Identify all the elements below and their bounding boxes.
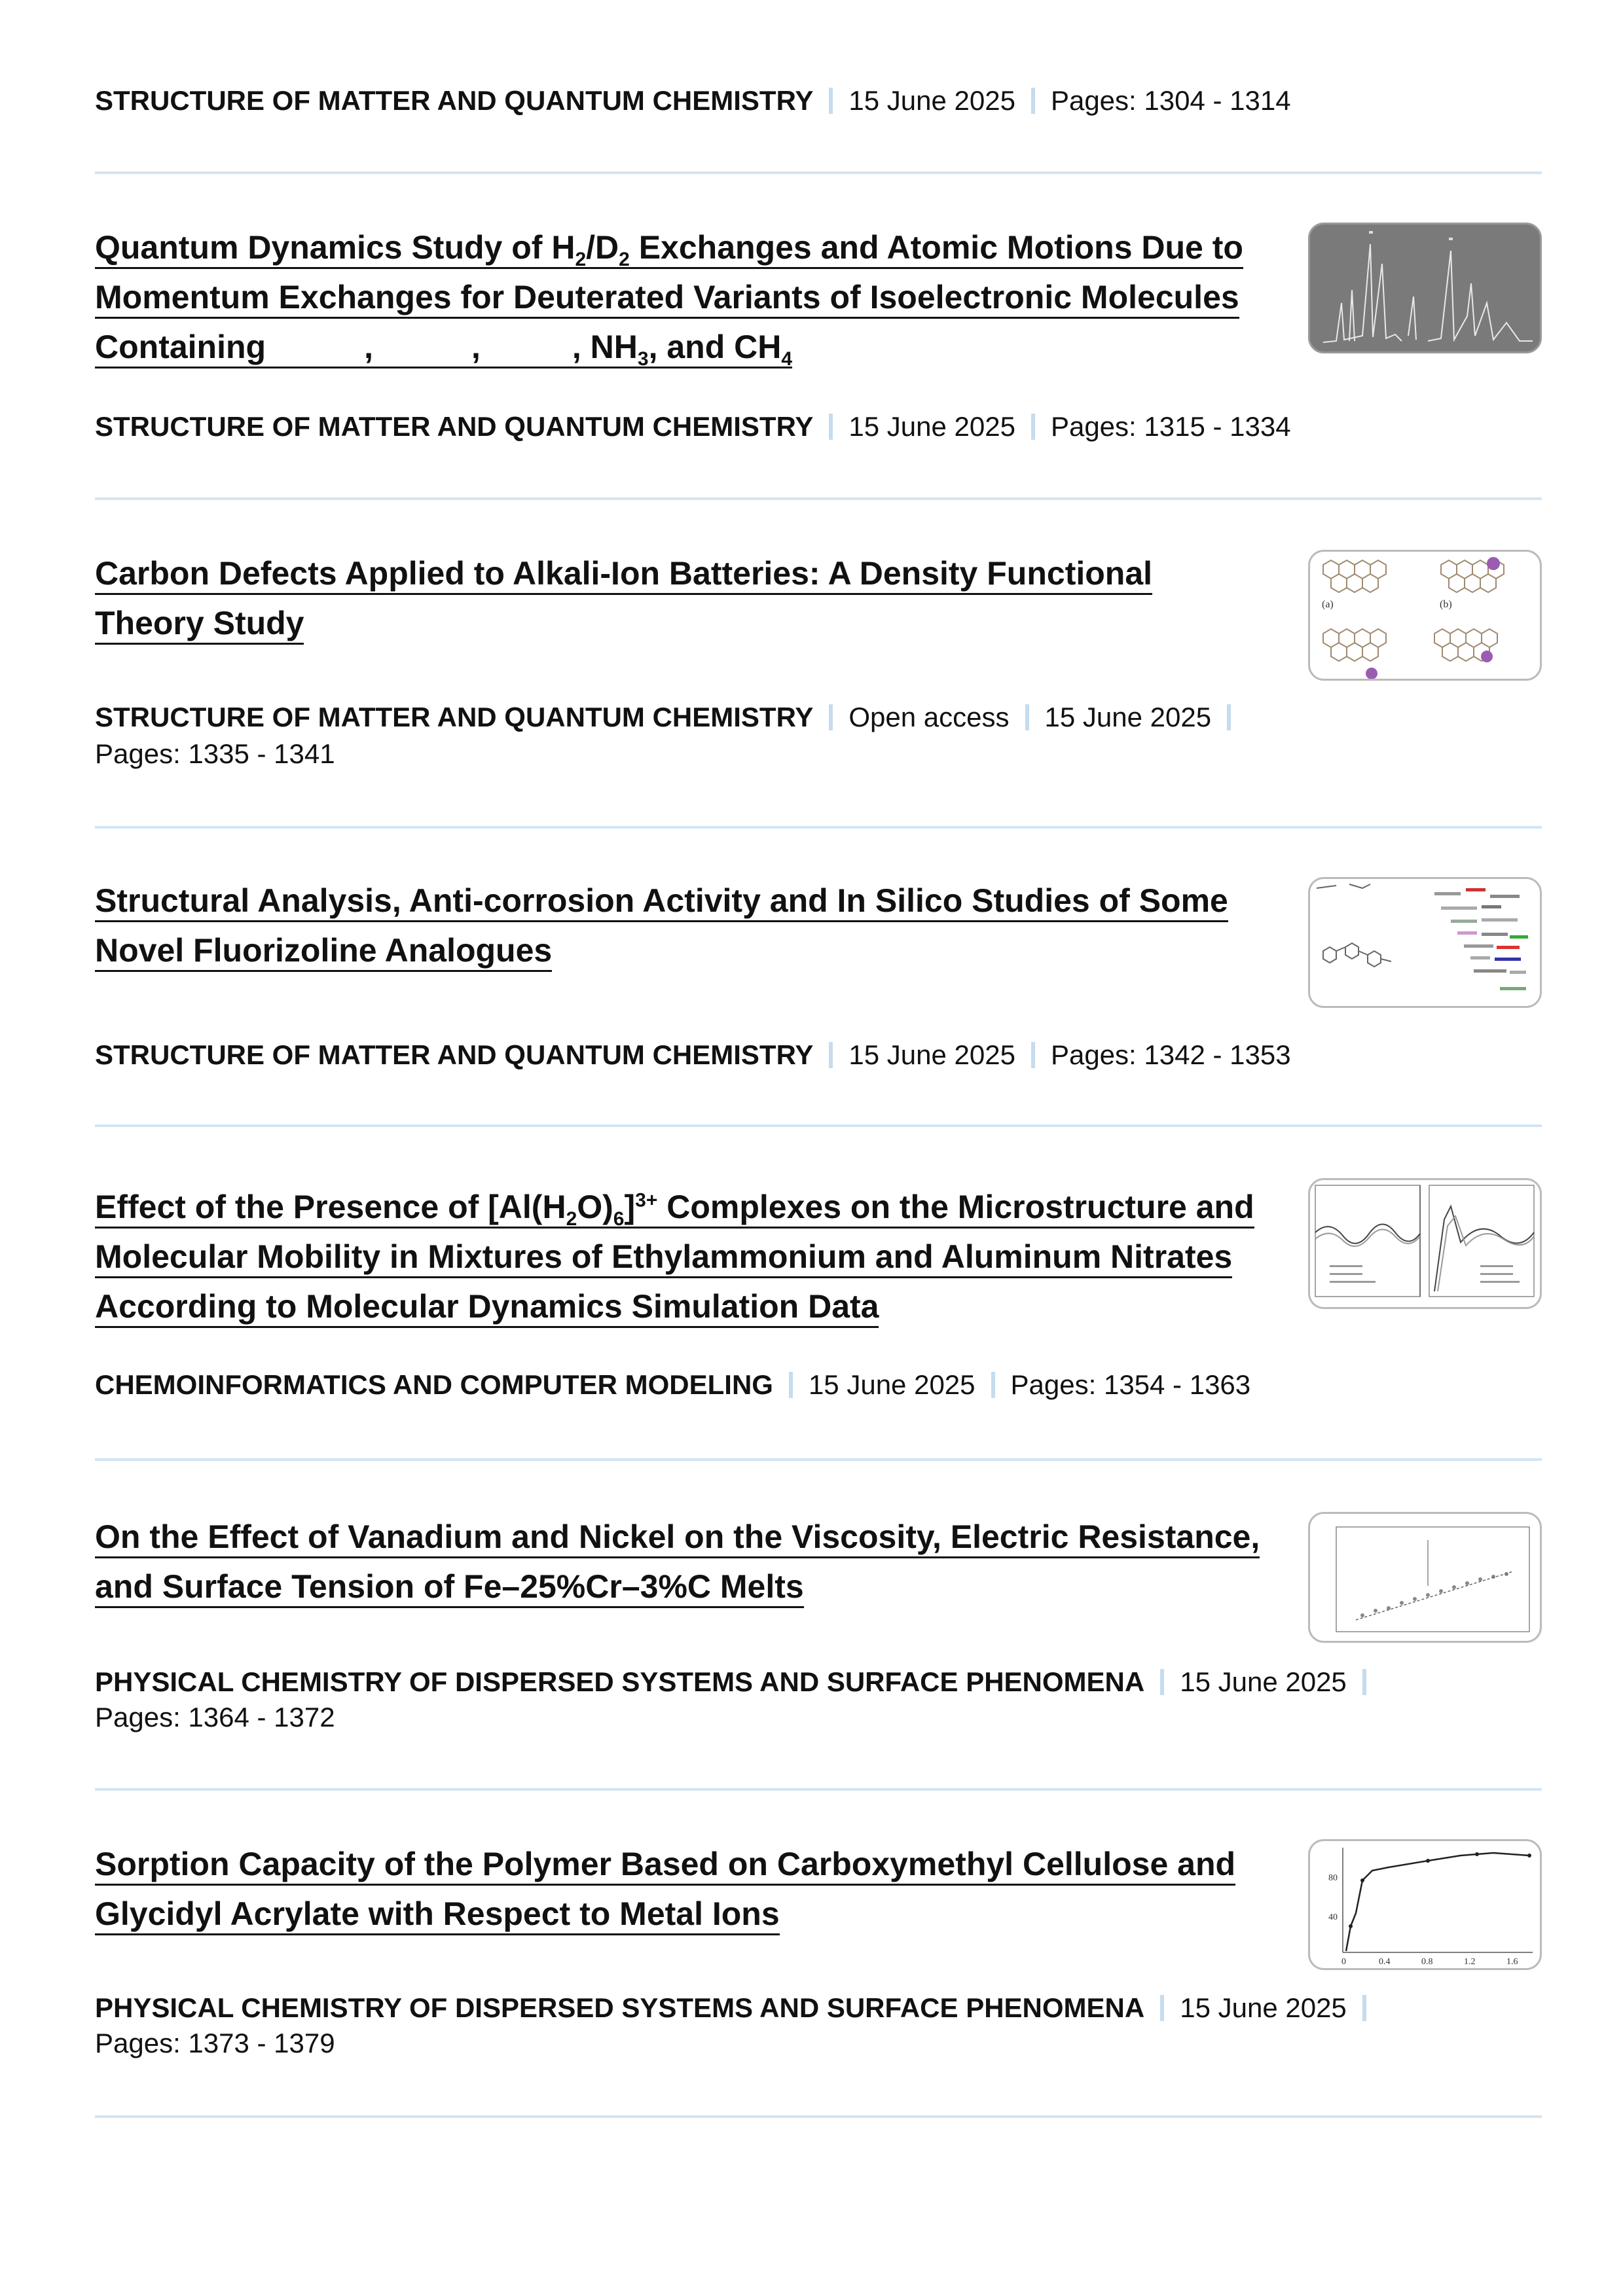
article-pages: Pages: 1364 - 1372 (95, 1702, 335, 1732)
article-title[interactable] (95, 1512, 1260, 1611)
docking-image (1310, 879, 1540, 1006)
divider (95, 497, 1542, 500)
article-title[interactable] (95, 1182, 1260, 1331)
viscosity-plot-image (1310, 1514, 1540, 1641)
title-sub: 2 (566, 1208, 577, 1230)
article-title-link[interactable]: Carbon Defects Applied to Alkali-Ion Batteries: A Density Functional Theory Study (95, 555, 1152, 645)
divider (95, 171, 1542, 174)
article-title[interactable] (95, 548, 1260, 648)
article-title[interactable] (95, 1839, 1260, 1939)
article-section[interactable]: PHYSICAL CHEMISTRY OF DISPERSED SYSTEMS AND SURFACE PHENOMENA (95, 1992, 1145, 2023)
title-text: , NH (572, 329, 638, 365)
title-text: Exchanges and Atomic Motions Due to Momentum Exchanges for Deuterated Variants of Isoelectronic Molecules Containing (95, 229, 1243, 365)
meta-separator (1031, 88, 1035, 114)
article-date: 15 June 2025 (848, 1039, 1015, 1070)
article-pages: Pages: 1373 - 1379 (95, 2028, 335, 2058)
article-thumbnail[interactable] (1308, 877, 1542, 1008)
article-date: 15 June 2025 (1044, 702, 1212, 732)
article-thumbnail[interactable] (1308, 1178, 1542, 1309)
article-date: 15 June 2025 (808, 1369, 976, 1400)
tick-label: 1.2 (1464, 1957, 1476, 1967)
tick-label: 0.4 (1379, 1957, 1391, 1967)
meta-separator (1025, 704, 1029, 730)
article-pages: Pages: 1342 - 1353 (1050, 1039, 1291, 1070)
title-text: Effect of the Presence of [Al(H (95, 1189, 566, 1225)
article-date: 15 June 2025 (848, 411, 1015, 442)
divider (95, 1788, 1542, 1791)
article-meta (95, 82, 1291, 119)
article-section[interactable]: STRUCTURE OF MATTER AND QUANTUM CHEMISTRY (95, 702, 814, 732)
article-section[interactable]: PHYSICAL CHEMISTRY OF DISPERSED SYSTEMS AND SURFACE PHENOMENA (95, 1666, 1145, 1697)
title-text: O) (577, 1189, 613, 1225)
meta-separator (1031, 414, 1035, 440)
title-sub: 6 (613, 1208, 625, 1230)
article-meta (95, 1367, 1250, 1403)
article-pages: Pages: 1304 - 1314 (1050, 85, 1291, 116)
article-thumbnail[interactable] (1308, 550, 1542, 681)
meta-separator (829, 704, 833, 730)
article-title-link[interactable]: Sorption Capacity of the Polymer Based on Carboxymethyl Cellulose and Glycidyl Acrylate with Respect to Metal Ions (95, 1846, 1235, 1935)
title-sub: 4 (781, 348, 793, 370)
title-text: , and CH (648, 329, 782, 365)
figure-label: (b) (1440, 599, 1452, 610)
article-title-link[interactable] (95, 1189, 1254, 1328)
rdf-plot-image (1310, 1180, 1540, 1307)
tick-label: 0 (1341, 1957, 1346, 1967)
meta-separator (829, 414, 833, 440)
article-thumbnail[interactable] (1308, 1839, 1542, 1970)
tick-label: 40 (1328, 1912, 1338, 1922)
title-text: , (471, 329, 481, 365)
tick-label: 0.8 (1421, 1957, 1433, 1967)
meta-separator (1160, 1995, 1164, 2021)
meta-separator (1227, 704, 1231, 730)
article-thumbnail[interactable] (1308, 1512, 1542, 1643)
article-date: 15 June 2025 (848, 85, 1015, 116)
divider (95, 2115, 1542, 2118)
title-text: /D (586, 229, 619, 266)
title-sub: 2 (575, 249, 587, 270)
article-section[interactable]: CHEMOINFORMATICS AND COMPUTER MODELING (95, 1369, 773, 1400)
article-title-link[interactable]: Structural Analysis, Anti-corrosion Activity and In Silico Studies of Some Novel Fluorizoline Analogues (95, 882, 1228, 972)
meta-separator (991, 1372, 995, 1398)
article-pages: Pages: 1315 - 1334 (1050, 411, 1291, 442)
article-pages: Pages: 1354 - 1363 (1010, 1369, 1251, 1400)
title-sub: 2 (619, 249, 630, 270)
meta-separator (1362, 1995, 1366, 2021)
article-thumbnail[interactable] (1308, 223, 1542, 353)
divider (95, 1458, 1542, 1461)
article-meta (95, 1664, 1382, 1700)
article-title[interactable] (95, 876, 1260, 975)
article-meta (95, 699, 1247, 736)
title-text: ] (624, 1189, 636, 1225)
title-text: Complexes on the Microstructure and Molecular Mobility in Mixtures of Ethylammonium and Aluminum Nitrates According to Molecular Dynamics Simulation Data (95, 1189, 1254, 1325)
article-section[interactable]: STRUCTURE OF MATTER AND QUANTUM CHEMISTRY (95, 1039, 814, 1070)
divider (95, 1124, 1542, 1127)
meta-separator (789, 1372, 793, 1398)
article-section[interactable]: STRUCTURE OF MATTER AND QUANTUM CHEMISTRY (95, 411, 814, 442)
spectra-image (1310, 224, 1540, 351)
article-meta (95, 408, 1291, 445)
meta-separator (829, 88, 833, 114)
title-text: Quantum Dynamics Study of H (95, 229, 575, 266)
meta-separator (1362, 1669, 1366, 1695)
molecule-grid-image (1310, 552, 1540, 679)
article-date: 15 June 2025 (1180, 1666, 1347, 1697)
article-meta (95, 1990, 1382, 2026)
article-title-link[interactable] (95, 229, 1243, 368)
meta-separator (1160, 1669, 1164, 1695)
meta-separator (829, 1042, 833, 1068)
access-badge: Open access (848, 702, 1010, 732)
title-text: , (364, 329, 373, 365)
article-section[interactable]: STRUCTURE OF MATTER AND QUANTUM CHEMISTRY (95, 85, 814, 116)
figure-label: (a) (1322, 599, 1334, 610)
article-title-link[interactable]: On the Effect of Vanadium and Nickel on the Viscosity, Electric Resistance, and Surface Tension of Fe–25%Cr–3%C Melts (95, 1518, 1260, 1608)
sorption-plot-image (1310, 1841, 1540, 1968)
title-sup: 3+ (635, 1189, 658, 1211)
tick-label: 1.6 (1506, 1957, 1518, 1967)
article-title[interactable] (95, 223, 1260, 372)
article-date: 15 June 2025 (1180, 1992, 1347, 2023)
title-sub: 3 (637, 348, 649, 370)
article-pages: Pages: 1335 - 1341 (95, 738, 335, 769)
meta-separator (1031, 1042, 1035, 1068)
tick-label: 80 (1328, 1873, 1338, 1883)
article-meta (95, 1037, 1291, 1073)
divider (95, 826, 1542, 829)
